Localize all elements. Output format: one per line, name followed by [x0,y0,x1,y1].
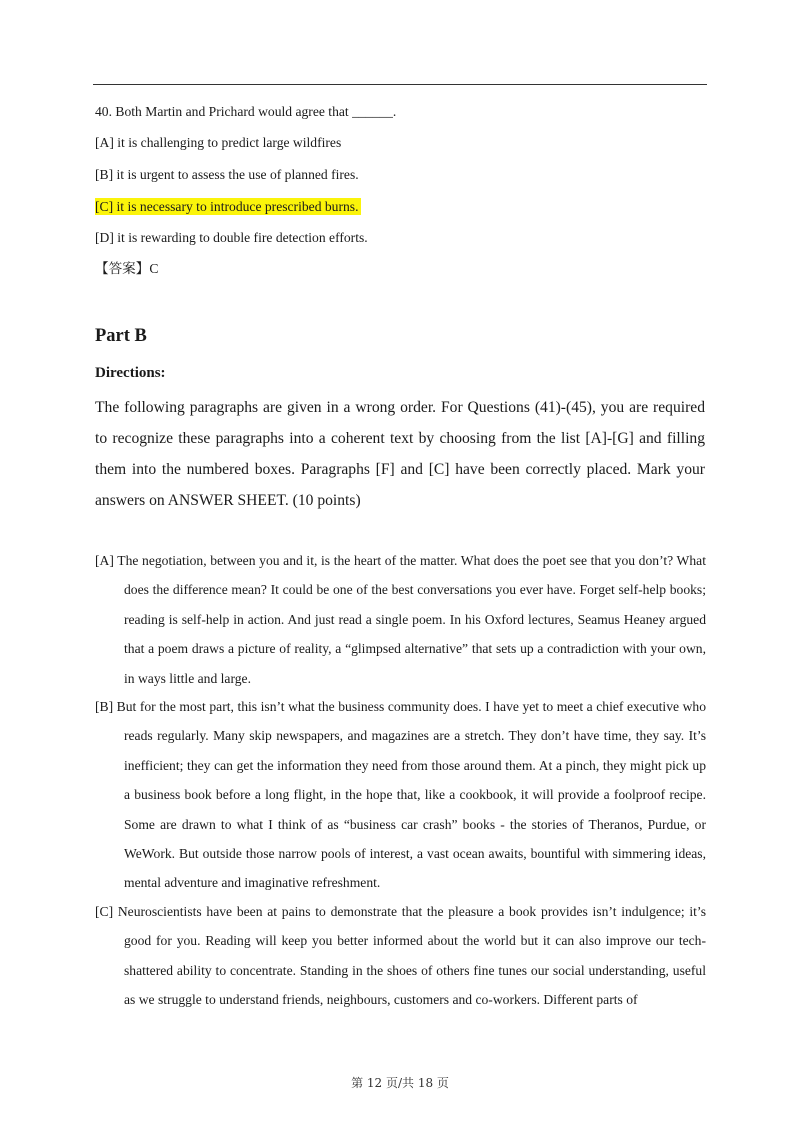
header-rule [93,84,707,85]
option-d: [D] it is rewarding to double fire detection efforts. [95,230,368,245]
highlight-mark: [C] it is necessary to introduce prescribed burns. [95,199,359,214]
answer-label: 【答案】C [95,261,159,276]
paragraph-c: [C] Neuroscientists have been at pains to demonstrate that the pleasure a book provides isn’t indulgence; it’s good for you. Reading will keep you better informed about the world but it can also improve our tech-shattered ability to concentrate. Standing in the shoes of others fine tunes our social understanding, useful as we struggle to understand friends, neighbours, customers and co-workers. Different parts of [95,904,706,1008]
part-b-title: Part B [95,326,147,346]
paragraph-b: [B] But for the most part, this isn’t what the business community does. I have yet to meet a chief executive who reads regularly. Many skip newspapers, and magazines are a stretch. They don’t have time, they say. It’s inefficient; they can get the information they need from those around them. At a pinch, they might pick up a business book before a long flight, in the hope that, like a cookbook, it will provide a foolproof recipe. Some are drawn to what I think of as “business car crash” books - the stories of Theranos, Purdue, or WeWork. But outside those narrow pools of interest, a vast ocean awaits, bountiful with simmering ideas, mental adventure and imaginative refreshment. [95,699,706,891]
page-footer: 第 12 页/共 18 页 [351,1076,449,1090]
option-b: [B] it is urgent to assess the use of planned fires. [95,167,359,182]
directions-text: The following paragraphs are given in a wrong order. For Questions (41)-(45), you are required to recognize these paragraphs into a coherent text by choosing from the list [A]-[G] and filling them into the numbered boxes. Paragraphs [F] and [C] have been correctly placed. Mark your answers on ANSWER SHEET. (10 points) [95,399,705,509]
directions-heading: Directions: [95,365,166,381]
question-stem: 40. Both Martin and Prichard would agree that ______. [95,104,397,119]
option-a: [A] it is challenging to predict large wildfires [95,135,342,150]
paragraph-a: [A] The negotiation, between you and it, is the heart of the matter. What does the poet see that you don’t? What does the difference mean? It could be one of the best conversations you ever have. Forget self-help books; reading is self-help in action. And just read a single poem. In his Oxford lectures, Seamus Heaney argued that a poem draws a picture of reality, a “glimpsed alternative” that sets up a contradiction with your own, in ways little and large. [95,553,706,686]
option-c-highlighted [95,198,361,216]
